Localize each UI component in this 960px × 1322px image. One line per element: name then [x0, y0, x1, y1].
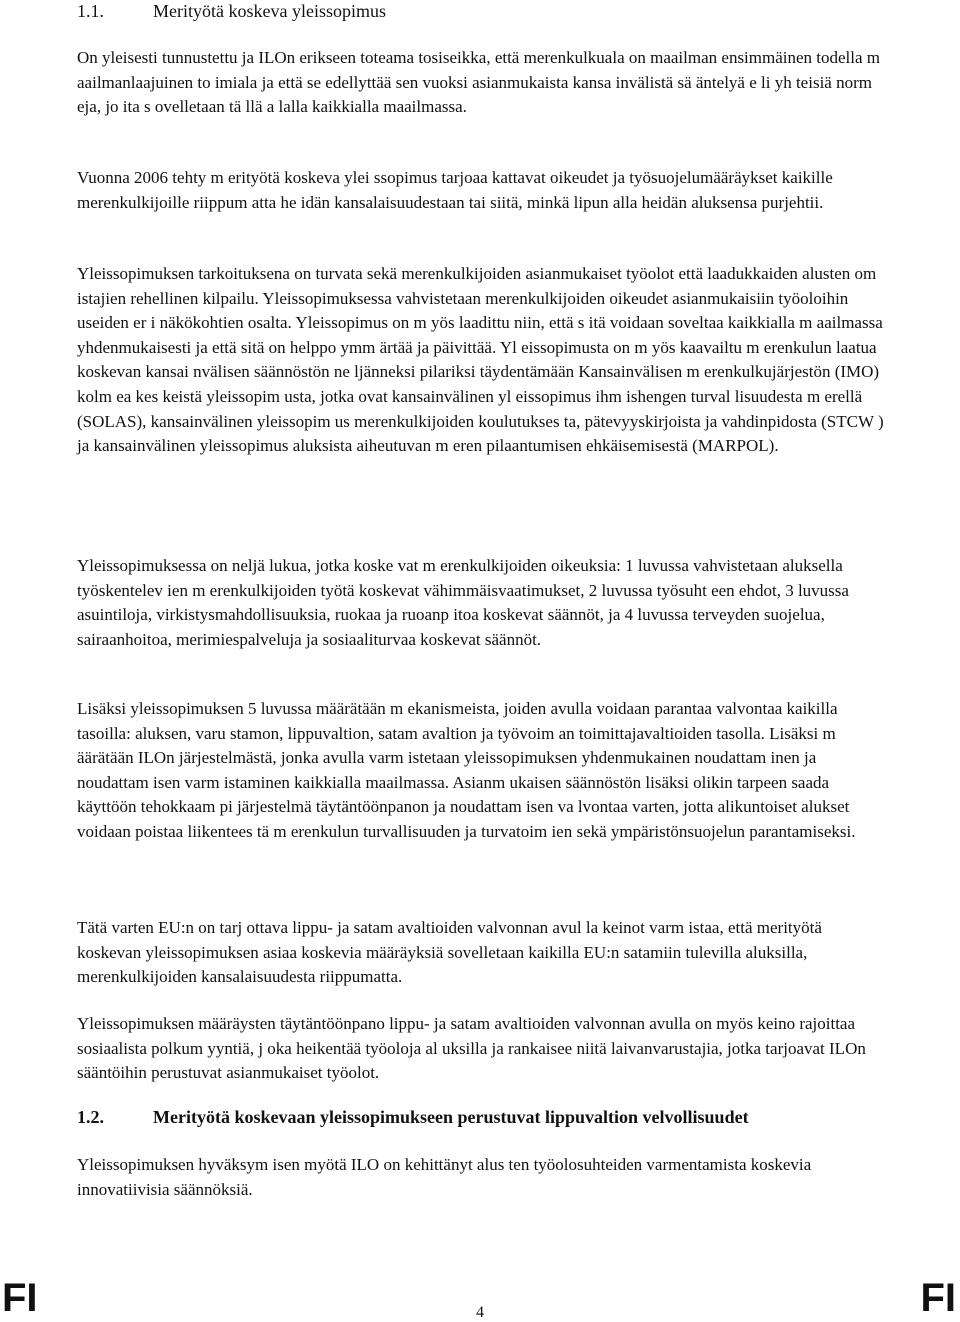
section-number: 1.2.	[77, 1107, 104, 1127]
section-title: Merityötä koskevaan yleissopimukseen perustuvat lippuvaltion velvollisuudet	[153, 1107, 749, 1127]
paragraph-7: Yleissopimuksen määräysten täytäntöönpano lippu- ja satam avaltioiden valvonnan avulla on myös keino rajoittaa sosiaalista polkum yyntiä, j oka heikentää työoloja al uksilla ja rankaisee niitä laivanvarustajia, jotka tarjoavat ILOn sääntöihin perustuvat asianmukaiset työolot.	[77, 1014, 866, 1083]
section-heading-1-2	[77, 1106, 749, 1128]
paragraph-5: Lisäksi yleissopimuksen 5 luvussa määrätään m ekanismeista, joiden avulla voidaan parantaa valvontaa kaikilla tasoilla: aluksen, varu stamon, lippuvaltion, satam avaltion ja työvoim an toimittajavaltioiden tasolla. Lisäksi m äärätään ILOn järjestelmästä, jonka avulla varm istetaan yleissopimuksen yhdenmukainen noudattam inen ja noudattam isen varm istaminen kaikkialla maailmassa. Asianm ukaisen säännöstön lisäksi olikin tarpeen saada käyttöön tehokkaam pi järjestelmä täytäntöönpanon ja noudattam isen va lvontaa varten, jotta alikuntoiset alukset voidaan poistaa liikentees tä m erenkulun turvallisuuden ja turvatoim ien sekä ympäristönsuojelun parantamiseksi.	[77, 699, 856, 841]
paragraph-final: Yleissopimuksen hyväksym isen myötä ILO on kehittänyt alus ten työolosuhteiden varmentamista koskevia innovatiivisia säännöksiä.	[77, 1155, 812, 1199]
page-number: 4	[476, 1304, 484, 1321]
footer-language-left: FI	[2, 1276, 38, 1320]
paragraph-2: Vuonna 2006 tehty m erityötä koskeva ylei ssopimus tarjoaa kattavat oikeudet ja työsuojelumääräykset kaikille merenkulkijoille riippum atta he idän kansalaisuudestaan tai siitä, minkä lipun alla heidän aluksensa purjehtii.	[77, 168, 833, 212]
paragraph-6: Tätä varten EU:n on tarj ottava lippu- ja satam avaltioiden valvonnan avul la keinot varm istaa, että merityötä koskevan yleissopimuksen asiaa koskevia määräyksiä sovelletaan kaikilla EU:n satamiin tulevilla aluksilla, merenkulkijoiden kansalaisuudesta riippumatta.	[77, 918, 822, 987]
paragraph-4: Yleissopimuksessa on neljä lukua, jotka koske vat m erenkulkijoiden oikeuksia: 1 luvussa vahvistetaan aluksella työskentelev ien m erenkulkijoiden työtä koskevat vähimmäisvaatimukset, 2 luvussa työsuht een ehdot, 3 luvussa asuintiloja, virkistysmahdollisuuksia, ruokaa ja ruoanp itoa koskevat säännöt, ja 4 luvussa terveyden suojelua, sairaanhoitoa, merimiespalveluja ja sosiaaliturvaa koskevat säännöt.	[77, 556, 849, 649]
paragraph-3: Yleissopimuksen tarkoituksena on turvata sekä merenkulkijoiden asianmukaiset työolot että laadukkaiden alusten om istajien rehellinen kilpailu. Yleissopimuksessa vahvistetaan merenkulkijoiden oikeudet asianmukaisiin työoloihin useiden er i näkökohtien osalta. Yleissopimus on m yös laadittu niin, että s itä voidaan soveltaa kaikkialla m aailmassa yhdenmukaisesti ja että sitä on helppo ymm ärtää ja päivittää. Yl eissopimusta on m yös kaavailtu m erenkulun laatua koskevan kansai nvälisen säännöstön ne ljänneksi pilariksi täydentämään Kansainvälisen m erenkulkujärjestön (IMO) kolm ea kes keistä yleissopim usta, jotka ovat kansainvälinen yl eissopimus ihm ishengen turval lisuudesta m erellä (SOLAS), kansainvälinen yleissopim us merenkulkijoiden koulutukses ta, pätevyyskirjoista ja vahdinpidosta (STCW ) ja kansainvälinen yleissopimus aluksista aiheutuvan m eren pilaantumisen ehkäisemisestä (MARPOL).	[77, 264, 884, 456]
footer-language-right: FI	[920, 1276, 956, 1320]
section-number: 1.1.	[77, 1, 104, 21]
section-title: Merityötä koskeva yleissopimus	[153, 1, 386, 21]
paragraph-1: On yleisesti tunnustettu ja ILOn erikseen toteama tosiseikka, että merenkulkuala on maailman ensimmäinen todella m aailmanlaajuinen to imiala ja että se edellyttää sen vuoksi asianmukaista kansa invälistä sä äntelyä e li yh teisiä norm eja, jo ita s ovelletaan tä llä a lalla kaikkialla maailmassa.	[77, 48, 881, 117]
section-heading-1-1	[77, 0, 386, 22]
